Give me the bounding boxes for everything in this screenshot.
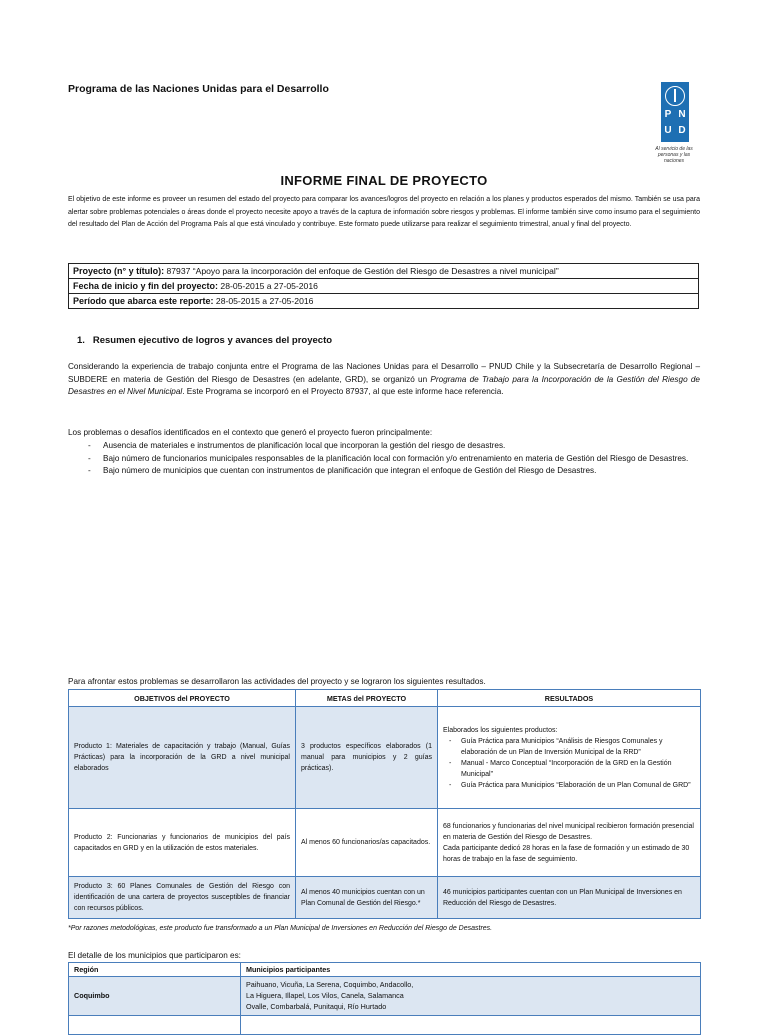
problems-list: [68, 440, 700, 478]
result-list: [443, 736, 695, 791]
list-item: - Ausencia de materiales e instrumentos de planificación local que incorporan la gestión del riesgo de desastres.: [68, 440, 700, 453]
project-info-label: Proyecto (n° y título):: [73, 266, 165, 276]
project-dates-value: 28-05-2015 a 27-05-2016: [218, 281, 318, 291]
un-globe-icon: [665, 86, 685, 106]
report-period-label: Período que abarca este reporte:: [73, 296, 214, 306]
column-header: METAS del PROYECTO: [296, 690, 438, 707]
column-header: RESULTADOS: [438, 690, 701, 707]
section-number: 1.: [77, 335, 85, 346]
goal-cell: Al menos 60 funcionarios/as capacitados.: [296, 809, 438, 877]
project-info-cell: [69, 279, 699, 294]
logo-letter-p: P: [664, 109, 672, 120]
logo-letter-d: D: [678, 125, 686, 136]
result-line: Cada participante dedicó 28 horas en la fase de formación y un estimado de 30 horas de trabajo en la fase de seguimiento.: [443, 844, 690, 863]
logo-letter-n: N: [678, 109, 686, 120]
project-dates-label: Fecha de inicio y fin del proyecto:: [73, 281, 219, 291]
municipalities-cell: [241, 1015, 701, 1034]
result-line: 68 funcionarios y funcionarias del nivel municipal recibieron formación presencial en materia de Gestión del Riesgo de Desastres.: [443, 822, 694, 841]
list-item: - Manual - Marco Conceptual “Incorporación de la GRD en la Gestión Municipal”: [443, 758, 695, 780]
report-period-row: [69, 294, 699, 309]
list-item: - Guía Práctica para Municipios “Elaboración de un Plan Comunal de GRD”: [443, 780, 695, 791]
list-item: - Guía Práctica para Municipios “Análisis de Riesgos Comunales y elaboración de un Plan de Inversión Municipal de la RRD”: [443, 736, 695, 758]
results-intro: Para afrontar estos problemas se desarrollaron las actividades del proyecto y se lograron los siguientes resultados.: [68, 677, 486, 686]
results-table: [68, 689, 701, 919]
problems-intro: Los problemas o desafíos identificados en el contexto que generó el proyecto fueron principalmente:: [68, 428, 433, 437]
goal-cell: 3 productos específicos elaborados (1 manual para municipios y 2 guías prácticas).: [296, 707, 438, 809]
result-intro: Elaborados los siguientes productos:: [443, 726, 558, 734]
table-row: [69, 877, 701, 919]
column-header: Municipios participantes: [241, 963, 701, 977]
program-name: Programa de Trabajo para la Incorporación de la Gestión del Riesgo de Desastres en el Nivel Municipal: [68, 374, 700, 397]
project-info-table: [68, 263, 699, 309]
intro-paragraph: El objetivo de este informe es proveer un resumen del estado del proyecto para comparar los avances/logros del proyecto en relación a los planes y productos esperados del mismo. También se usa para alertar sobre problemas potenciales o áreas donde el proyecto necesite apoyo a través de la captura de información sobre riesgos y problemas. El informe también sirve como insumo para el seguimiento del resultado del Plan de Acción del Programa País al que está vinculado y contribuye. Este formato puede utilizarse para realizar el seguimiento trimestral, anual y final del proyecto.: [68, 196, 700, 228]
report-period-value: 28-05-2015 a 27-05-2016: [213, 296, 314, 306]
municipalities-line: Paihuano, Vicuña, La Serena, Coquimbo, Andacollo,: [246, 980, 414, 989]
table-header-row: [69, 963, 701, 977]
region-cell: Coquimbo: [69, 977, 241, 1016]
objective-cell: Producto 2: Funcionarias y funcionarios de municipios del país capacitados en GRD y en la utilización de estos materiales.: [69, 809, 296, 877]
municipalities-line: La Higuera, Illapel, Los Vilos, Canela, Salamanca: [246, 991, 404, 1001]
context-paragraph: [68, 361, 700, 399]
project-info-cell: [69, 264, 699, 279]
objective-cell: Producto 1: Materiales de capacitación y trabajo (Manual, Guías Prácticas) para la incorporación de la GRD a nivel municipal elaborados: [69, 707, 296, 809]
report-title: INFORME FINAL DE PROYECTO: [280, 173, 488, 188]
list-item: - Bajo número de funcionarios municipales responsables de la planificación local con formación y/o entrenamiento en materia de Gestión del Riesgo de Desastres.: [68, 453, 700, 466]
result-cell: [438, 809, 701, 877]
region-cell: [69, 1015, 241, 1034]
goal-cell: Al menos 40 municipios cuentan con un Plan Comunal de Gestión del Riesgo.*: [296, 877, 438, 919]
project-info-row: [69, 264, 699, 279]
table-header-row: [69, 690, 701, 707]
context-text-b: . Este Programa se incorporó en el Proyecto 87937, al que este informe hace referencia.: [182, 387, 504, 397]
table-row: [69, 809, 701, 877]
project-info-value: 87937 “Apoyo para la incorporación del enfoque de Gestión del Riesgo de Desastres a nivel municipal”: [164, 266, 559, 276]
list-item: - Bajo número de municipios que cuentan con instrumentos de planificación que integran el enfoque de Gestión del Riesgo de Desastres.: [68, 465, 700, 478]
project-info-cell: [69, 294, 699, 309]
logo-letter-u: U: [664, 125, 672, 136]
municipalities-line: Ovalle, Combarbalá, Punitaqui, Río Hurtado: [246, 1002, 387, 1012]
section-heading: [77, 335, 332, 346]
result-cell: [438, 707, 701, 809]
section-title: Resumen ejecutivo de logros y avances del proyecto: [92, 335, 333, 346]
logo-caption: Al servicio de las personas y las naciones: [655, 146, 693, 164]
municipalities-intro: El detalle de los municipios que participaron es:: [68, 951, 241, 960]
column-header: Región: [69, 963, 241, 977]
table-row: [69, 707, 701, 809]
objective-cell: Producto 3: 60 Planes Comunales de Gestión del Riesgo con identificación de una cartera de proyectos susceptibles de financiar con recursos públicos.: [69, 877, 296, 919]
municipalities-cell: [241, 977, 701, 1016]
organization-name: Programa de las Naciones Unidas para el Desarrollo: [68, 83, 329, 95]
result-cell: 46 municipios participantes cuentan con un Plan Municipal de Inversiones en Reducción del Riesgo de Desastres.: [438, 877, 701, 919]
table-row: [69, 977, 701, 1016]
column-header: OBJETIVOS del PROYECTO: [69, 690, 296, 707]
project-dates-row: [69, 279, 699, 294]
table-row: [69, 1015, 701, 1034]
context-text-a: Considerando la experiencia de trabajo conjunta entre el Programa de las Naciones Unidas para el Desarrollo – PNUD Chile y la Subsecretaría de Desarrollo Regional – SUBDERE en materia de Gestión del Riesgo de Desastres (en adelante, GRD), se organizó un: [68, 362, 700, 384]
footnote: *Por razones metodológicas, este producto fue transformado a un Plan Municipal de Inversiones en Reducción del Riesgo de Desastres.: [68, 925, 493, 932]
